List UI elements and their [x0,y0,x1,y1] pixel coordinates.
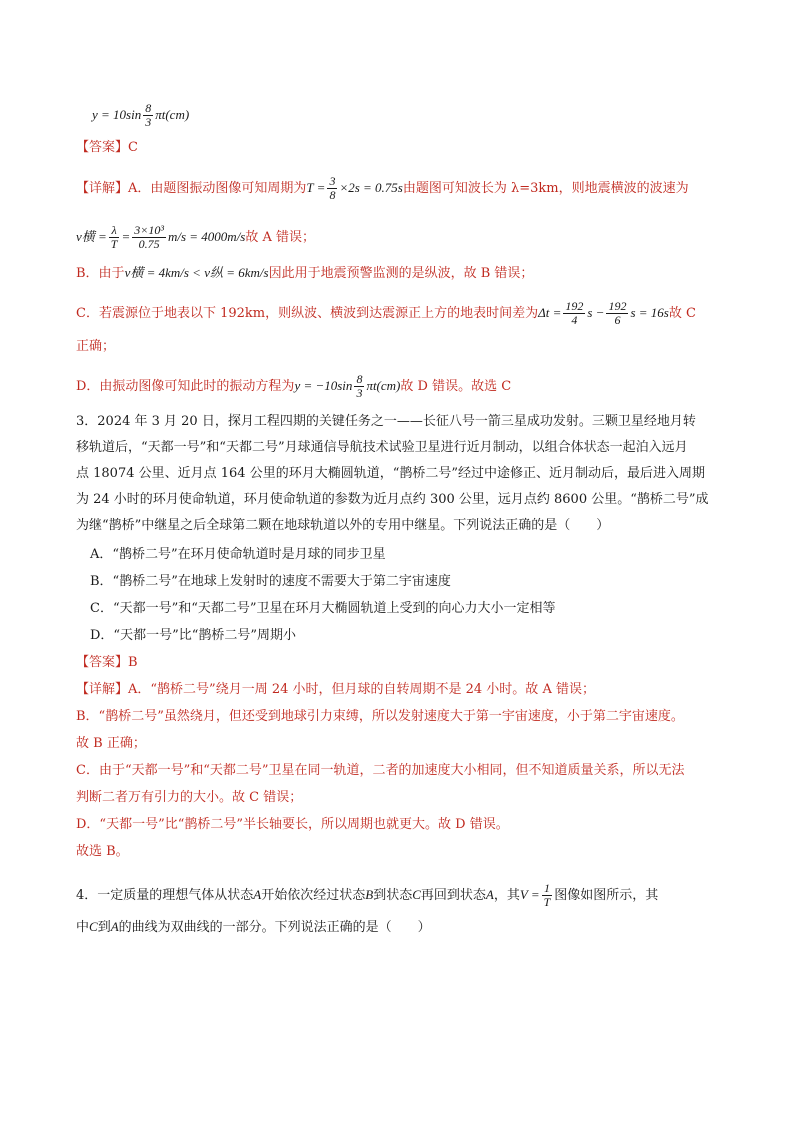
equals: = [121,229,131,244]
period-value: ×2s = 0.75s [339,180,403,195]
q3-option-a: A．“鹊桥二号”在环月使命轨道时是月球的同步卫星 [90,547,386,562]
q3-line5: 为继“鹊桥”中继星之后全球第二颗在地球轨道以外的专用中继星。下列说法正确的是（ ） [76,518,610,533]
answer-value: B [128,655,138,670]
frac-den: 0.75 [138,237,160,251]
detail-b-text: 因此用于地震预警监测的是纵波，故 B 错误； [268,266,534,281]
detail-c-line2: 正确； [76,339,116,354]
q4-text: 到 [97,920,111,935]
frac-den: 3 [145,115,152,129]
q4-text: 的曲线为双曲线的一部分。下列说法正确的是（ ） [118,920,431,935]
frac-den: 6 [614,313,621,327]
detail-q3-c1: C．由于“天都一号”和“天都二号”卫星在同一轨道，二者的加速度大小相同，但不知道质量关系，所以无法 [76,763,685,778]
q3-option-c: C．“天都一号”和“天都二号”卫星在环月大椭圆轨道上受到的向心力大小一定相等 [90,601,556,616]
one-over-t [542,882,553,909]
numeric-fraction [132,224,166,251]
frac-num: 192 [608,299,627,313]
q3-option-b: B．“鹊桥二号”在地球上发射时的速度不需要大于第二宇宙速度 [90,574,451,589]
detail-b-math: v横 = 4km/s < v纵 = 6km/s [124,265,269,280]
period-symbol: T = [306,180,326,195]
q3-option-d: D．“天都一号”比“鹊桥二号”周期小 [90,628,297,643]
wave-speed-conclusion: 故 A 错误； [245,230,316,245]
state-a: A [110,919,119,934]
fraction-1 [563,300,585,327]
lambda-over-t [109,224,120,251]
delta-t-result: s = 16s [630,305,669,320]
q4-text: 到状态 [373,888,413,903]
detail-q2-c [76,300,734,327]
wave-speed-line [76,224,734,251]
frac-num: 8 [145,101,152,115]
frac-num: 8 [356,372,363,386]
equation-line [92,102,734,129]
detail-c-text: C．若震源位于地表以下 192km，则纵波、横波到达震源正上方的地表时间差为 [76,306,539,321]
equation-suffix: πt(cm) [155,107,190,122]
frac-den: 3 [356,386,363,400]
wave-speed-lhs: v横 = [76,229,107,244]
q3-line4: 为 24 小时的环月使命轨道，环月使命轨道的参数为近月点约 300 公里，远月点约 8600 公里。“鹊桥二号”成 [76,492,709,507]
q3-line2: 移轨道后，“天都一号”和“天都二号”月球通信导航技术试验卫星进行近月制动，以组合体状态一起泊入远月 [76,440,688,455]
frac-num: 1 [542,882,553,896]
detail-q2-a [76,175,734,202]
state-b: B [365,887,374,902]
state-a: A [253,887,262,902]
detail-q3-b2: 故 B 正确； [76,736,146,751]
q4-line2 [76,917,734,938]
detail-q2-d [76,373,734,400]
detail-q2-c-line2 [76,337,734,357]
detail-label: 【详解】 [76,682,129,697]
detail-q2-b [76,263,734,284]
delta-t: Δt = [538,305,562,320]
answer-q2 [76,138,734,158]
answer-value: C [128,140,138,155]
frac-num: 3 [329,174,336,188]
q3-line1: 3．2024 年 3 月 20 日，探月工程四期的关键任务之一——长征八号一箭三星成功发射。三颗卫星经地月转 [76,414,696,429]
detail-a-text-2: 由题图可知波长为 λ=3km，则地震横波的波速为 [402,181,689,196]
q4-text: 中 [76,920,90,935]
frac-den: 8 [329,188,336,202]
detail-label: 【详解】 [76,181,129,196]
q3-conclusion: 故选 B。 [76,844,129,859]
frac-num: λ [109,224,120,238]
detail-c-end: 故 C [668,306,696,321]
equation-fraction [143,102,153,129]
q4-text: 图像如图所示，其 [554,888,659,903]
detail-d-end: 故 D 错误。故选 C [400,379,512,394]
detail-d-math-tail: πt(cm) [366,378,401,393]
detail-a-text: A．“鹊桥二号”绕月一周 24 小时，但月球的自转周期不是 24 小时。故 A 错误； [128,682,595,697]
answer-q3 [76,653,734,673]
equation-prefix: y = 10sin [92,107,142,122]
state-c: C [412,887,421,902]
state-c: C [89,919,98,934]
detail-b-prefix: B．由于 [76,266,125,281]
frac-num: 3×10³ [134,223,164,237]
frac-den: 4 [571,313,578,327]
period-fraction [327,175,337,202]
wave-speed-result: m/s = 4000m/s [167,229,246,244]
frac-den: T [543,895,551,909]
detail-q3-a [76,680,734,700]
detail-d-fraction [354,373,364,400]
q4-text: 4．一定质量的理想气体从状态 [76,888,254,903]
detail-q3-b1: B．“鹊桥二号”虽然绕月，但还受到地球引力束缚，所以发射速度大于第一宇宙速度，小于第二宇宙速度。 [76,709,684,724]
answer-label: 【答案】 [76,140,129,155]
frac-den: T [110,237,118,251]
fraction-2 [606,300,628,327]
frac-num: 192 [565,299,584,313]
answer-label: 【答案】 [76,655,129,670]
detail-q3-d: D．“天都一号”比“鹊桥二号”半长轴要长，所以周期也就更大。故 D 错误。 [76,817,509,832]
detail-d-text: D．由振动图像可知此时的振动方程为 [76,379,295,394]
detail-q3-c2: 判断二者万有引力的大小。故 C 错误； [76,790,303,805]
detail-d-math: y = −10sin [294,378,353,393]
v-equation: V = [519,887,540,902]
minus: s − [587,305,605,320]
q3-line3: 点 18074 公里、近月点 164 公里的环月大椭圆轨道，“鹊桥二号”经过中途修正、近月制动后，最后进入周期 [76,466,705,481]
q4-text: ，其 [493,888,520,903]
detail-a-text: A．由题图振动图像可知周期为 [128,181,307,196]
q4-line1 [76,882,734,909]
q4-text: 开始依次经过状态 [261,888,366,903]
q4-text: 再回到状态 [420,888,486,903]
state-a: A [485,887,494,902]
